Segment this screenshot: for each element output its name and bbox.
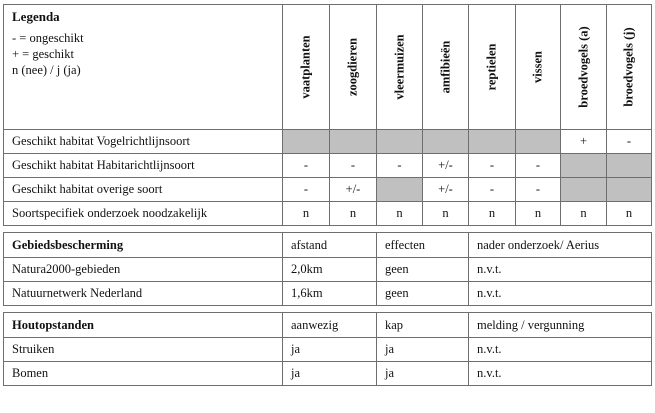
row-label: Natuurnetwerk Nederland	[4, 282, 283, 306]
row-label: Struiken	[4, 338, 283, 362]
hout-col-melding: melding / vergunning	[469, 313, 652, 338]
species-col-vaatplanten: vaatplanten	[283, 5, 330, 130]
cell-value: -	[607, 130, 652, 154]
cell-value: n	[516, 202, 561, 226]
legend-line: + = geschikt	[12, 47, 75, 61]
hout-col-aanwezig: aanwezig	[283, 313, 377, 338]
cell-value: -	[516, 154, 561, 178]
hout-row-struiken	[4, 338, 652, 362]
cell-value: +	[561, 130, 607, 154]
gebieds-title: Gebiedsbescherming	[4, 233, 283, 258]
gebieds-row-nnn	[4, 282, 652, 306]
hout-col-kap: kap	[377, 313, 469, 338]
habitat-row-vogelrichtlijn	[4, 130, 652, 154]
cell-value: n.v.t.	[469, 282, 652, 306]
cell-value: 1,6km	[283, 282, 377, 306]
assessment-table	[3, 4, 652, 386]
cell-value: -	[283, 178, 330, 202]
cell-blank	[561, 178, 607, 202]
cell-blank	[561, 154, 607, 178]
cell-value: ja	[283, 338, 377, 362]
cell-blank	[377, 130, 423, 154]
cell-value: -	[469, 154, 516, 178]
row-label: Geschikt habitat overige soort	[4, 178, 283, 202]
species-col-broedvogels-a: broedvogels (a)	[561, 5, 607, 130]
cell-blank	[607, 154, 652, 178]
gebieds-col-onderzoek: nader onderzoek/ Aerius	[469, 233, 652, 258]
habitat-row-onderzoek	[4, 202, 652, 226]
cell-value: n	[423, 202, 469, 226]
habitat-row-overige	[4, 178, 652, 202]
row-label: Geschikt habitat Vogelrichtlijnsoort	[4, 130, 283, 154]
cell-value: n.v.t.	[469, 362, 652, 386]
cell-value: +/-	[423, 154, 469, 178]
cell-blank	[516, 130, 561, 154]
cell-value: -	[377, 154, 423, 178]
cell-value: n	[561, 202, 607, 226]
cell-value: -	[283, 154, 330, 178]
row-label: Soortspecifiek onderzoek noodzakelijk	[4, 202, 283, 226]
section-divider	[4, 226, 652, 233]
hout-header-row	[4, 313, 652, 338]
row-label: Natura2000-gebieden	[4, 258, 283, 282]
cell-value: -	[469, 178, 516, 202]
cell-value: +/-	[423, 178, 469, 202]
gebieds-header-row	[4, 233, 652, 258]
species-col-amfibieen: amfibieën	[423, 5, 469, 130]
row-label: Bomen	[4, 362, 283, 386]
hout-title: Houtopstanden	[4, 313, 283, 338]
species-header-row	[4, 5, 652, 130]
species-col-zoogdieren: zoogdieren	[330, 5, 377, 130]
cell-blank	[607, 178, 652, 202]
cell-blank	[377, 178, 423, 202]
cell-value: -	[330, 154, 377, 178]
gebieds-col-afstand: afstand	[283, 233, 377, 258]
cell-value: ja	[377, 338, 469, 362]
cell-value: n	[607, 202, 652, 226]
cell-value: n	[377, 202, 423, 226]
cell-value: n	[469, 202, 516, 226]
cell-blank	[330, 130, 377, 154]
hout-row-bomen	[4, 362, 652, 386]
cell-value: ja	[377, 362, 469, 386]
assessment-document	[3, 4, 651, 386]
cell-value: n	[330, 202, 377, 226]
legend-title: Legenda	[12, 9, 60, 24]
cell-value: 2,0km	[283, 258, 377, 282]
legend-line: - = ongeschikt	[12, 31, 84, 45]
cell-value: geen	[377, 282, 469, 306]
species-col-vleermuizen: vleermuizen	[377, 5, 423, 130]
habitat-row-habitarichtlijn	[4, 154, 652, 178]
cell-value: n.v.t.	[469, 258, 652, 282]
cell-value: n.v.t.	[469, 338, 652, 362]
cell-value: +/-	[330, 178, 377, 202]
cell-value: geen	[377, 258, 469, 282]
cell-blank	[283, 130, 330, 154]
species-col-vissen: vissen	[516, 5, 561, 130]
cell-value: ja	[283, 362, 377, 386]
cell-blank	[423, 130, 469, 154]
cell-value: n	[283, 202, 330, 226]
cell-blank	[469, 130, 516, 154]
cell-value: -	[516, 178, 561, 202]
section-divider	[4, 306, 652, 313]
gebieds-row-natura2000	[4, 258, 652, 282]
legend-line: n (nee) / j (ja)	[12, 63, 81, 77]
legend	[4, 5, 283, 130]
species-col-broedvogels-j: broedvogels (j)	[607, 5, 652, 130]
row-label: Geschikt habitat Habitarichtlijnsoort	[4, 154, 283, 178]
gebieds-col-effecten: effecten	[377, 233, 469, 258]
species-col-reptielen: reptielen	[469, 5, 516, 130]
